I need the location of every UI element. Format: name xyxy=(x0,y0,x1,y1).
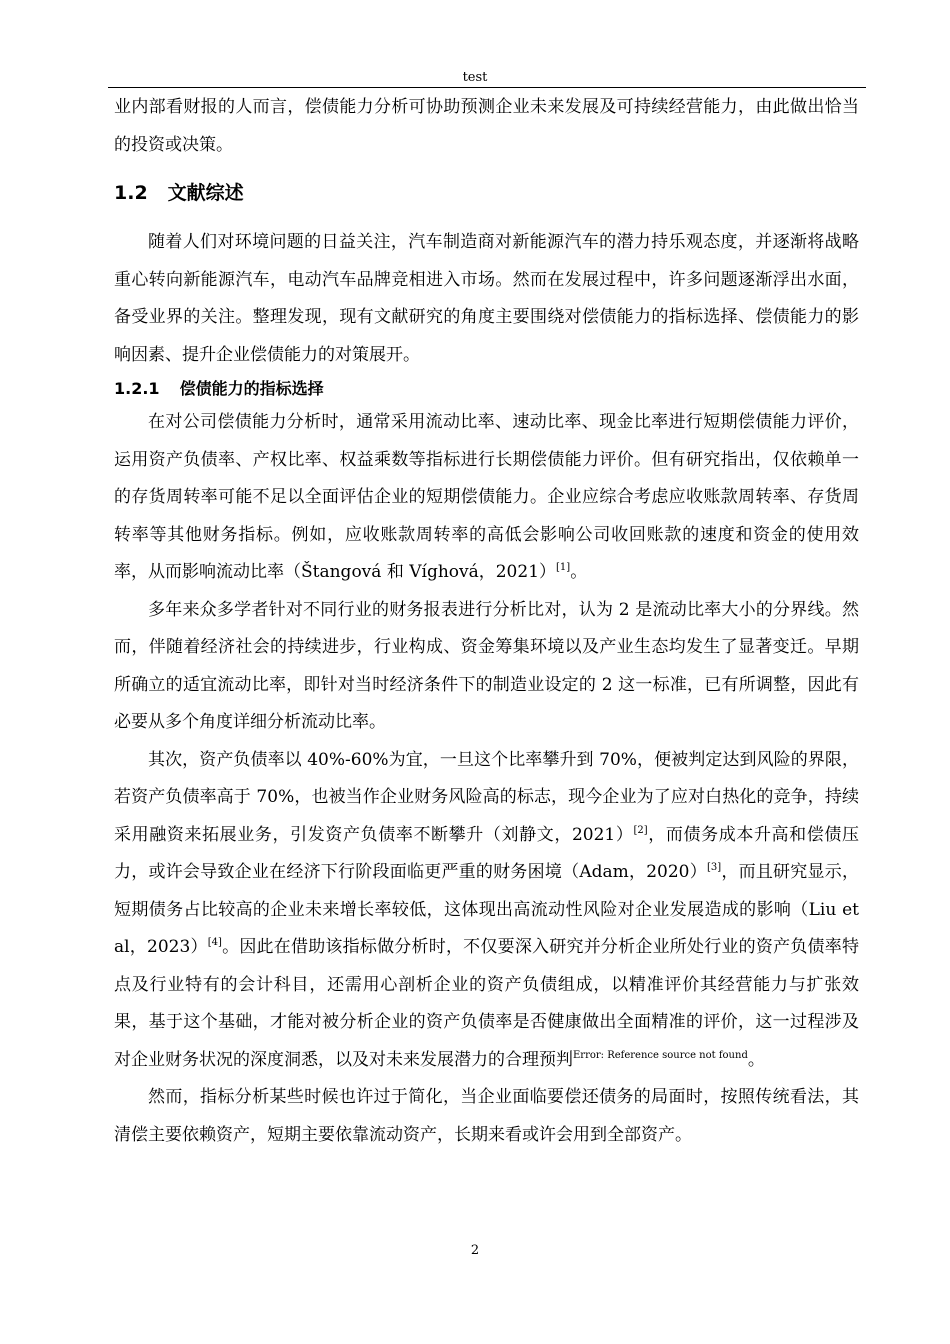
paragraph-indicators xyxy=(114,404,859,592)
paragraph-limitations: 然而，指标分析某些时候也许过于简化，当企业面临要偿还债务的局面时，按照传统看法，其清偿主要依赖资产，短期主要依靠流动资产，长期来看或许会用到全部资产。 xyxy=(114,1087,859,1145)
section-heading-1-2 xyxy=(114,178,859,208)
paragraph-continuation: 业内部看财报的人而言，偿债能力分析可协助预测企业未来发展及可持续经营能力，由此做出恰当的投资或决策。 xyxy=(114,97,859,155)
subsection-heading-1-2-1 xyxy=(114,374,859,404)
citation-2: [2] xyxy=(633,824,648,836)
subsection-number: 1.2.1 xyxy=(114,379,160,398)
paragraph-debt-ratio xyxy=(114,742,859,1080)
paragraph-text: 。 xyxy=(747,1049,765,1070)
page-header: test xyxy=(462,70,488,85)
paragraph-text: 在对公司偿债能力分析时，通常采用流动比率、速动比率、现金比率进行短期偿债能力评价，运用资产负债率、产权比率、权益乘数等指标进行长期偿债能力评价。但有研究指出，仅依赖单一的存货周转率可能不足以全面评估企业的短期偿债能力。企业应综合考虑应收账款周转率、存货周转率等其他财务指标。例如，应收账款周转率的高低会影响公司收回账款的速度和资金的使用效率，从而影响流动比率（Štangová 和 Víghová，2021） xyxy=(114,412,859,582)
citation-3: [3] xyxy=(706,862,722,873)
subsection-title: 偿债能力的指标选择 xyxy=(179,379,324,398)
section-title: 文献综述 xyxy=(167,182,244,204)
section-number: 1.2 xyxy=(114,182,148,204)
paragraph-current-ratio: 多年来众多学者针对不同行业的财务报表进行分析比对，认为 2 是流动比率大小的分界线。然而，伴随着经济社会的持续进步，行业构成、资金筹集环境以及产业生态均发生了显著变迁。早期所确立的适宜流动比率，即针对当时经济条件下的制造业设定的 2 这一标准，已有所调整，因此有必要从多个角度详细分析流动比率。 xyxy=(114,599,859,732)
paragraph-text: 。因此在借助该指标做分析时，不仅要深入研究并分析企业所处行业的资产负债率特点及行业特有的会计科目，还需用心剖析企业的资产负债组成，以精准评价其经营能力与扩张效果，基于这个基础，才能对被分析企业的资产负债率是否健康做出全面精准的评价，这一过程涉及对企业财务状况的深度洞悉，以及对未来发展潜力的合理预判 xyxy=(114,937,859,1070)
paragraph-text: 。 xyxy=(570,562,588,582)
document-body xyxy=(114,89,859,1154)
header-divider xyxy=(108,87,866,88)
page-number: 2 xyxy=(470,1243,480,1258)
citation-1: [1] xyxy=(556,562,571,573)
citation-error: Error: Reference source not found xyxy=(573,1049,748,1061)
paragraph-text: ，而且研究显示，短期债务占比较高的企业未来增长率较低，这体现出高流动性风险对企业发展造成的影响（Liu et al，2023） xyxy=(114,862,859,957)
citation-4: [4] xyxy=(207,937,222,948)
paragraph-text: 其次，资产负债率以 40%-60%为宜，一旦这个比率攀升到 70%，便被判定达到风险的界限，若资产负债率高于 70%，也被当作企业财务风险高的标志，现今企业为了应对白热化的竞争，持续采用融资来拓展业务，引发资产负债率不断攀升（刘静文，2021） xyxy=(114,749,859,845)
paragraph-text: ，而债务成本升高和偿债压力，或许会导致企业在经济下行阶段面临更严重的财务困境（Adam，2020） xyxy=(114,824,860,882)
paragraph-intro: 随着人们对环境问题的日益关注，汽车制造商对新能源汽车的潜力持乐观态度，并逐渐将战略重心转向新能源汽车，电动汽车品牌竞相进入市场。然而在发展过程中，许多问题逐渐浮出水面，备受业界的关注。整理发现，现有文献研究的角度主要围绕对偿债能力的指标选择、偿债能力的影响因素、提升企业偿债能力的对策展开。 xyxy=(114,232,859,365)
